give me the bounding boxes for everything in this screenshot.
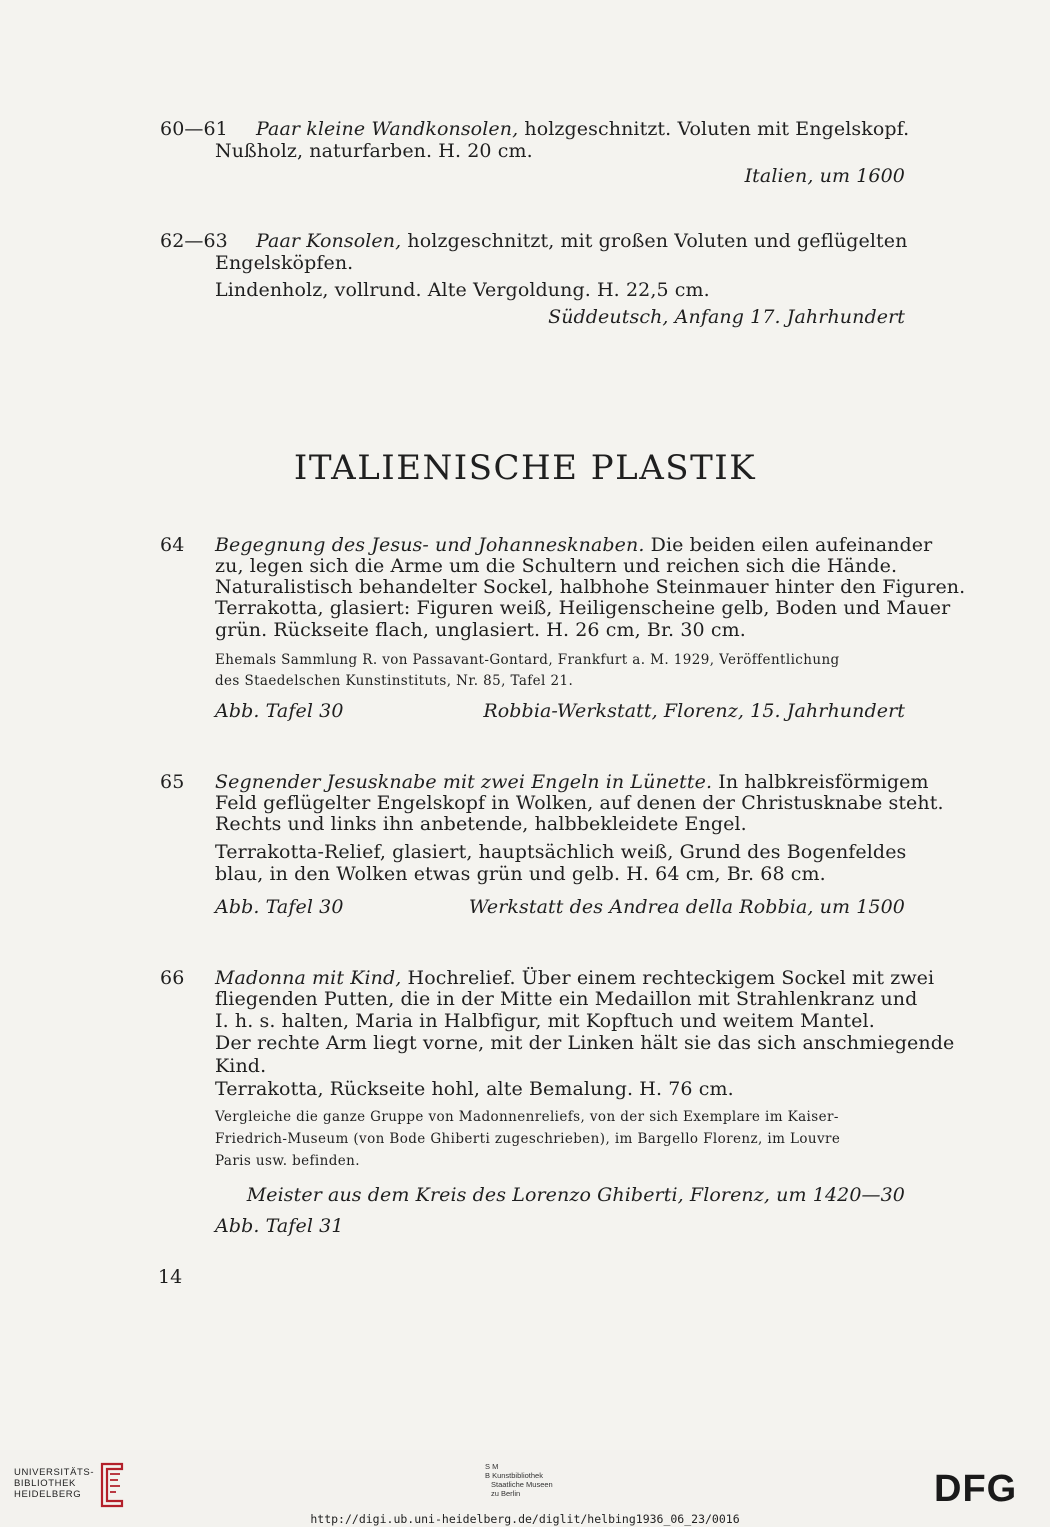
entry-origin: Süddeutsch, Anfang 17. Jahrhundert	[548, 306, 905, 328]
entry-line: Lindenholz, vollrund. Alte Vergoldung. H. 22,5 cm.	[215, 279, 710, 301]
comparison-note: Vergleiche die ganze Gruppe von Madonnenreliefs, von der sich Exemplare im Kaiser-	[215, 1109, 839, 1125]
library-stamp: S M B Kunstbibliothek Staatliche Museen zu Berlin	[485, 1462, 553, 1498]
entry-line: Rechts und links ihn anbetende, halbbekleidete Engel.	[215, 813, 747, 835]
university-library-label: UNIVERSITÄTS- BIBLIOTHEK HEIDELBERG	[14, 1467, 95, 1500]
entry-text: holzgeschnitzt. Voluten mit Engelskopf.	[518, 118, 910, 140]
entry-origin: Werkstatt des Andrea della Robbia, um 1500	[468, 896, 905, 918]
entry-title: Segnender Jesusknabe mit zwei Engeln in Lünette.	[215, 771, 713, 793]
entry-number: 62—63	[160, 230, 228, 252]
entry-line: Der rechte Arm liegt vorne, mit der Linken hält sie das sich anschmiegende	[215, 1032, 955, 1054]
entry-title: Begegnung des Jesus- und Johannesknaben.	[215, 534, 645, 556]
entry-line: Terrakotta, glasiert: Figuren weiß, Heiligenscheine gelb, Boden und Mauer	[215, 597, 951, 619]
entry-line: grün. Rückseite flach, unglasiert. H. 26 cm, Br. 30 cm.	[215, 619, 746, 641]
catalog-entry-65	[160, 771, 944, 921]
catalog-entry-62-63	[160, 230, 908, 330]
entry-line: zu, legen sich die Arme um die Schultern und reichen sich die Hände.	[215, 555, 898, 577]
section-title: ITALIENISCHE PLASTIK	[293, 448, 757, 488]
entry-number: 65	[160, 771, 185, 793]
entry-number: 60—61	[160, 118, 228, 140]
catalog-entry-66	[160, 967, 955, 1242]
comparison-note: Paris usw. befinden.	[215, 1153, 360, 1169]
entry-line: blau, in den Wolken etwas grün und gelb. H. 64 cm, Br. 68 cm.	[215, 863, 826, 885]
comparison-note: Friedrich-Museum (von Bode Ghiberti zugeschrieben), im Bargello Florenz, im Louvre	[215, 1131, 841, 1147]
university-logo-icon	[96, 1460, 128, 1510]
entry-number: 66	[160, 967, 185, 989]
source-url[interactable]: http://digi.ub.uni-heidelberg.de/diglit/helbing1936_06_23/0016	[310, 1512, 740, 1526]
plate-reference: Abb. Tafel 31	[215, 1215, 344, 1237]
entry-title: Paar kleine Wandkonsolen,	[256, 118, 519, 140]
entry-line: Terrakotta-Relief, glasiert, hauptsächlich weiß, Grund des Bogenfeldes	[215, 841, 907, 863]
entry-origin: Italien, um 1600	[744, 165, 905, 187]
entry-line: I. h. s. halten, Maria in Halbfigur, mit Kopftuch und weitem Mantel.	[215, 1010, 875, 1032]
entry-origin: Robbia-Werkstatt, Florenz, 15. Jahrhundert	[483, 700, 905, 722]
entry-line: fliegenden Putten, die in der Mitte ein Medaillon mit Strahlenkranz und	[215, 988, 918, 1010]
entry-line: Feld geflügelter Engelskopf in Wolken, auf denen der Christusknabe steht.	[215, 792, 944, 814]
provenance-note: Ehemals Sammlung R. von Passavant-Gontard, Frankfurt a. M. 1929, Veröffentlichung	[215, 652, 840, 668]
catalog-entry-60-61	[160, 118, 910, 188]
entry-title: Madonna mit Kind,	[215, 967, 402, 989]
entry-number: 64	[160, 534, 185, 556]
catalog-entry-64	[160, 534, 966, 724]
entry-text: Die beiden eilen aufeinander	[644, 534, 933, 556]
entry-text: In halbkreisförmigem	[712, 771, 929, 793]
entry-text: Hochrelief. Über einem rechteckigem Sockel mit zwei	[401, 967, 935, 989]
entry-line: Nußholz, naturfarben. H. 20 cm.	[215, 140, 533, 162]
digitization-footer	[0, 1450, 1050, 1527]
plate-reference: Abb. Tafel 30	[215, 896, 344, 918]
entry-line: Engelsköpfen.	[215, 252, 354, 274]
entry-title: Paar Konsolen,	[256, 230, 402, 252]
entry-line: Naturalistisch behandelter Sockel, halbhohe Steinmauer hinter den Figuren.	[215, 576, 966, 598]
dfg-logo: DFG	[934, 1468, 1018, 1510]
entry-text: holzgeschnitzt, mit großen Voluten und geflügelten	[401, 230, 908, 252]
provenance-note: des Staedelschen Kunstinstituts, Nr. 85, Tafel 21.	[215, 673, 574, 689]
entry-origin: Meister aus dem Kreis des Lorenzo Ghiberti, Florenz, um 1420—30	[246, 1184, 905, 1206]
entry-line: Terrakotta, Rückseite hohl, alte Bemalung. H. 76 cm.	[215, 1078, 734, 1100]
entry-line: Kind.	[215, 1055, 267, 1077]
page-number: 14	[158, 1266, 183, 1288]
plate-reference: Abb. Tafel 30	[215, 700, 344, 722]
